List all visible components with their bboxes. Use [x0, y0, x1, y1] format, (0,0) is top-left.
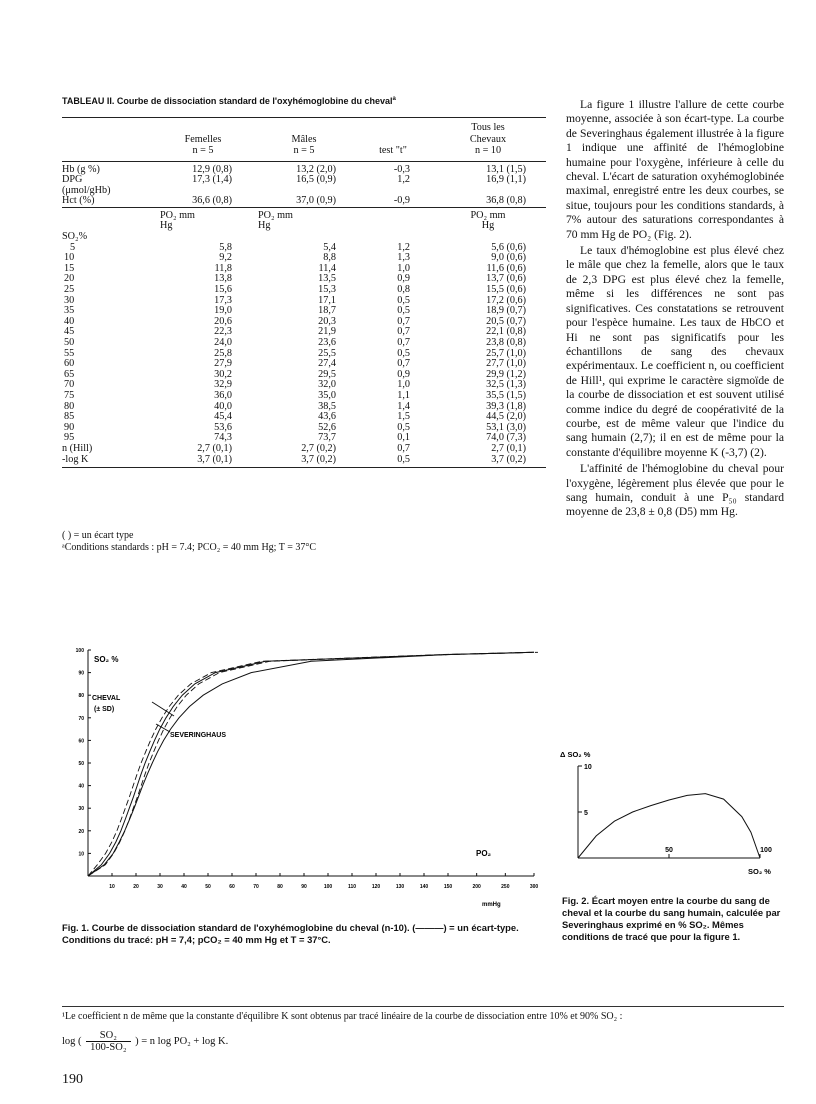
body-text [566, 98, 784, 522]
so2-value: 55 [64, 347, 75, 359]
x-tick-label: 300 [529, 884, 539, 890]
cell-tous: 11,6 (0,6) [486, 262, 526, 274]
cell-femelles: 27,9 [214, 358, 232, 370]
so2-value: 25 [64, 284, 75, 296]
formula: log ( $\frac{\text{SO₂}}{\text{100-SO₂}}$ ) = n log PO₂ + log K. [62, 1030, 229, 1053]
table-row [62, 306, 546, 317]
y-tick-label: 10 [584, 764, 592, 771]
cell-males: 17,1 [318, 294, 336, 306]
x-tick-label: 130 [395, 884, 405, 890]
x-axis-title: PO₂ [476, 849, 492, 858]
x-tick-label: 50 [205, 884, 211, 890]
cell-femelles: 15,6 [214, 284, 232, 296]
cell-test: 0,9 [397, 368, 410, 380]
cell-tous: 23,8 (0,8) [486, 337, 526, 348]
x-tick-label: 70 [253, 884, 259, 890]
cell-femelles: 45,4 [214, 411, 232, 423]
y-tick-label: 10 [78, 851, 84, 858]
so2-value: 45 [64, 326, 75, 338]
table-row [62, 196, 546, 207]
y-tick-label: 80 [78, 693, 84, 700]
cell-males: 73,7 [318, 432, 336, 444]
cell-test: 1,2 [397, 174, 410, 186]
cell-males: 16,5 (0,9) [296, 174, 336, 186]
cell-tous: 29,9 (1,2) [486, 368, 526, 380]
cell-femelles: 17,3 (1,4) [192, 174, 232, 186]
x-tick-label: 110 [347, 884, 357, 890]
cell-femelles: 30,2 [214, 368, 232, 380]
cell-test: 0,1 [397, 432, 410, 444]
table-row [62, 285, 546, 296]
cell-test: 0,9 [397, 273, 410, 285]
cell-test: 0,7 [397, 442, 410, 454]
cell-tous: 53,1 (3,0) [486, 421, 526, 433]
cell-tous: 17,2 (0,6) [486, 294, 526, 306]
x-tick-label: 30 [157, 884, 163, 890]
cell-tous: 44,5 (2,0) [486, 411, 526, 423]
cell-test: 0,5 [397, 305, 410, 317]
cell-tous: 18,9 (0,7) [486, 305, 526, 317]
x-axis-title: SO₂ % [748, 867, 771, 876]
cell-test: 0,8 [397, 284, 410, 296]
cell-femelles: 9,2 [219, 252, 232, 264]
table-row [62, 412, 546, 423]
cell-test: 0,7 [397, 315, 410, 327]
row-label: Hb (g %) [62, 161, 154, 175]
cell-test: 0,7 [397, 337, 410, 348]
cell-tous: 27,7 (1,0) [486, 358, 526, 370]
po2-unit-m: PO₂ mm Hg [252, 207, 356, 232]
table-row [62, 253, 546, 264]
cell-test: 0,7 [397, 358, 410, 370]
cell-tous: 2,7 (0,1) [491, 442, 526, 454]
cell-femelles: 32,9 [214, 379, 232, 391]
cell-males: 37,0 (0,9) [296, 195, 336, 207]
cell-males: 25,5 [318, 347, 336, 359]
x-tick-label: 60 [229, 884, 235, 890]
cell-test: 1,4 [397, 400, 410, 412]
table-row [62, 391, 546, 402]
cell-femelles: 20,6 [214, 315, 232, 327]
fig1-caption: Fig. 1. Courbe de dissociation standard de l'oxyhémoglobine du cheval (n-10). (———) = un écart-type. Conditions du tracé: pH = 7,4; pCO₂ = 40 mm Hg et T = 37°C. [62, 922, 519, 945]
empty-cell [430, 232, 546, 243]
x-tick-label: 250 [501, 884, 510, 890]
so2-value: 15 [64, 262, 75, 274]
so2-value: 90 [64, 421, 75, 433]
table-row [62, 327, 546, 338]
table-row [62, 444, 546, 455]
cell-males: 3,7 (0,2) [252, 455, 356, 468]
table-row [62, 380, 546, 391]
cell-males: 32,0 [318, 379, 336, 391]
series-severinghaus [88, 652, 534, 876]
x-tick-label: 50 [665, 847, 673, 854]
x-tick-label: 100 [323, 884, 333, 890]
y-axis-title: Δ SO₂ % [560, 750, 591, 759]
so2-value: 40 [64, 315, 75, 327]
cell-femelles: 40,0 [214, 400, 232, 412]
fig2-caption: Fig. 2. Écart moyen entre la courbe du sang de cheval et la courbe du sang humain, calculée par Severinghaus exprimé en % SO₂. Mêmes conditions de tracé que pour la figure 1. [562, 895, 781, 942]
x-tick-label: 150 [443, 884, 453, 890]
paragraph-2: Le taux d'hémoglobine est plus élevé chez le mâle que chez la femelle, alors que le taux de 2,3 DPG est plus élevé chez la femelle, même si les différences ne sont pas significatives. Ces constatations se retrouvent pour l'espèce humaine. Les taux de HbCO et Hi ne sont pas significatifs pour les échantillons de sang des chevaux expérimentaux. Le coefficient n, ou coefficient de Hill¹, qui exprime le caractère sigmoïde de la courbe de dissociation et est souvent utilisé comme indice du degré de coopérativité de la courbe, est de même valeur que l'indice du sang humain (2,7); il en est de même pour la constante d'équilibre moyenne K (-3,7) (2). [566, 244, 784, 459]
cell-test: 0,5 [397, 294, 410, 306]
y-tick-label: 30 [78, 806, 84, 813]
cell-tous: 74,0 (7,3) [486, 432, 526, 444]
series-cheval-minus-sd [88, 652, 530, 876]
cell-males: 18,7 [318, 305, 336, 317]
cell-males: 21,9 [318, 326, 336, 338]
table-footnotes [62, 530, 316, 554]
cell-males: 5,4 [323, 241, 336, 253]
cell-males: 11,4 [318, 262, 336, 274]
cell-tous: 3,7 (0,2) [430, 455, 546, 468]
x-tick-label: 200 [472, 884, 481, 890]
y-tick-label: 20 [78, 828, 84, 835]
cell-test: 0,5 [397, 421, 410, 433]
x-axis-unit: mmHg [482, 902, 501, 908]
table-row [62, 349, 546, 360]
empty-cell [252, 232, 356, 243]
cell-test: 0,5 [356, 455, 430, 468]
so2-value: 60 [64, 358, 75, 370]
po2-unit-row [62, 207, 546, 232]
cell-test: 1,0 [397, 379, 410, 391]
so2-value: 10 [64, 252, 75, 264]
so2-value: 5 [70, 241, 76, 253]
paragraph-3: L'affinité de l'hémoglobine du cheval pour l'oxygène, légèrement plus élevée que pour le sang humain, conduit à une P₅₀ standard moyenne de 23,8 ± 0,8 (D5) mm Hg. [566, 462, 784, 519]
cell-femelles: 25,8 [214, 347, 232, 359]
cell-tous: 5,6 (0,6) [491, 241, 526, 253]
table-row [62, 175, 546, 186]
so2-value: 30 [64, 294, 75, 306]
so2-value: 95 [64, 432, 75, 444]
cell-test: 1,1 [397, 389, 410, 401]
y-tick-label: 60 [78, 738, 84, 745]
row-label: DPG [62, 174, 83, 186]
so2-value: 50 [64, 337, 75, 348]
cell-tous: 13,7 (0,6) [486, 273, 526, 285]
x-tick-label: 80 [277, 884, 283, 890]
table-row [62, 402, 546, 413]
cell-males: 52,6 [318, 421, 336, 433]
cell-males: 23,6 [318, 337, 336, 348]
cell-femelles: 13,8 [214, 273, 232, 285]
row-label: (μmol/gHb) [62, 184, 111, 196]
cell-males: 20,3 [318, 315, 336, 327]
table-row [62, 317, 546, 328]
cell-males: 13,2 (2,0) [252, 161, 356, 175]
cell-males: 43,6 [318, 411, 336, 423]
table-note-2: ᵃConditions standards : pH = 7.4; PCO₂ = 40 mm Hg; T = 37°C [62, 542, 317, 553]
cell-femelles: 36,6 (0,8) [192, 195, 232, 207]
cell-test: 1,5 [397, 411, 410, 423]
cell-males: 8,8 [323, 252, 336, 264]
footnote-rule [62, 1006, 784, 1007]
blood-rows [62, 161, 546, 207]
so2-rows [62, 232, 546, 468]
table-row [62, 296, 546, 307]
cell-femelles: 53,6 [214, 421, 232, 433]
so2-value: 65 [64, 368, 75, 380]
label-severinghaus: SEVERINGHAUS [170, 732, 227, 739]
cell-femelles: 3,7 (0,1) [154, 455, 252, 468]
x-tick-label: 10 [109, 884, 115, 890]
cell-males: 15,3 [318, 284, 336, 296]
table-row [62, 359, 546, 370]
cell-males: 2,7 (0,2) [301, 442, 336, 454]
header-males: Mâles n = 5 [291, 133, 317, 156]
series-cheval [88, 652, 534, 876]
cell-tous: 16,9 (1,1) [486, 174, 526, 186]
empty-cell [356, 232, 430, 243]
cell-test: -0,9 [393, 195, 410, 207]
cell-males: 27,4 [318, 358, 336, 370]
so2-label-row [62, 232, 546, 243]
table-row [62, 161, 546, 175]
cell-femelles: 22,3 [214, 326, 232, 338]
x-tick-label: 40 [181, 884, 187, 890]
y-tick-label: 50 [78, 761, 84, 767]
header-tous: Tous les Chevaux n = 10 [469, 122, 507, 156]
x-tick-label: 90 [301, 884, 307, 890]
po2-unit-f: PO₂ mm Hg [154, 207, 252, 232]
cell-femelles: 74,3 [214, 432, 232, 444]
cell-femelles: 12,9 (0,8) [154, 161, 252, 175]
x-tick-label: 140 [419, 884, 429, 890]
formula-numerator: SO₂ [86, 1030, 130, 1042]
table-header-row [62, 122, 546, 161]
cell-test: -0,3 [356, 161, 430, 175]
y-tick-label: 40 [78, 783, 84, 790]
cell-males: 13,5 [318, 273, 336, 285]
x-tick-label: 20 [133, 884, 139, 890]
cell-femelles: 2,7 (0,1) [197, 442, 232, 454]
cell-tous: 39,3 (1,8) [486, 400, 526, 412]
x-tick-label: 120 [371, 884, 381, 890]
label-sd: (± SD) [94, 706, 115, 713]
figure-2 [560, 740, 790, 885]
cell-tous: 13,1 (1,5) [430, 161, 546, 175]
formula-denominator: 100-SO₂ [90, 1042, 127, 1053]
fig1-chart [62, 640, 552, 910]
series-cheval-plus-sd [88, 652, 538, 876]
cell-tous: 15,5 (0,6) [486, 284, 526, 296]
cell-femelles: 36,0 [214, 389, 232, 401]
y-tick-label: 90 [78, 670, 84, 677]
cell-males: 29,5 [318, 368, 336, 380]
cell-tous: 22,1 (0,8) [486, 326, 526, 338]
so2-value: 35 [64, 305, 75, 317]
paragraph-1: La figure 1 illustre l'allure de cette courbe moyenne, associée à son écart-type. La courbe de Severinghaus également illustrée à la figure 1 indique une affinité de l'hémoglobine humaine pour l'oxygène, inférieure à celle du cheval. L'écart de saturation oxyhémoglobinée maximal, enregistré entre les deux courbes, se situe, toujours pour les conditions standards, à 7% autour des saturations correspondantes à 70 mm Hg de PO₂ (Fig. 2). [566, 98, 784, 241]
table-row [62, 370, 546, 381]
table-row [62, 455, 546, 468]
header-femelles: Femelles n = 5 [184, 133, 222, 156]
so2-value: 70 [64, 379, 75, 391]
empty-cell [154, 232, 252, 243]
header-test: test "t" [379, 145, 407, 156]
cell-test [356, 186, 430, 197]
y-tick-label: 70 [78, 715, 84, 722]
table-row [62, 423, 546, 434]
y-tick-label: 5 [584, 810, 588, 817]
page-number: 190 [62, 1072, 83, 1087]
y-axis-title: SO₂ % [94, 655, 119, 664]
table-row [62, 243, 546, 254]
po2-unit-a: PO₂ mm Hg [430, 207, 546, 232]
table-top-rule [62, 117, 546, 118]
y-tick-label: 100 [75, 648, 84, 654]
cell-males: 35,0 [318, 389, 336, 401]
cell-test: 0,5 [397, 347, 410, 359]
cell-femelles: 19,0 [214, 305, 232, 317]
cell-tous: 9,0 (0,6) [491, 252, 526, 264]
footnote: ¹Le coefficient n de même que la constante d'équilibre K sont obtenus par tracé linéaire de la courbe de dissociation entre 10% et 90% SO₂ : [62, 1011, 623, 1022]
so2-value: 85 [64, 411, 75, 423]
so2-value: 20 [64, 273, 75, 285]
cell-femelles: 24,0 [214, 337, 232, 348]
row-label: Hct (%) [62, 195, 95, 207]
cell-males: 38,5 [318, 400, 336, 412]
cell-femelles: 5,8 [219, 241, 232, 253]
cell-femelles: 17,3 [214, 294, 232, 306]
figure-1 [62, 640, 552, 915]
label-cheval: CHEVAL [92, 695, 121, 702]
cell-tous: 25,7 (1,0) [486, 347, 526, 359]
so2-label: SO₂% [62, 231, 88, 243]
table-row [62, 274, 546, 285]
table-title: TABLEAU II. Courbe de dissociation standard de l'oxyhémoglobine du cheval$^a$ [62, 96, 396, 106]
table-note-1: ( ) = un écart type [62, 530, 134, 541]
cell-test: 0,7 [397, 326, 410, 338]
table-row [62, 338, 546, 349]
so2-value: -log K [62, 455, 154, 468]
fig2-chart [560, 740, 790, 880]
table-row [62, 264, 546, 275]
x-tick-label: 100 [760, 847, 772, 854]
so2-value: n (Hill) [62, 442, 93, 454]
cell-tous: 35,5 (1,5) [486, 389, 526, 401]
cell-tous: 36,8 (0,8) [486, 195, 526, 207]
data-table [62, 122, 546, 468]
so2-value: 75 [64, 389, 75, 401]
cell-test: 1,0 [397, 262, 410, 274]
cell-tous: 32,5 (1,3) [486, 379, 526, 391]
cell-test: 1,3 [397, 252, 410, 264]
cell-tous: 20,5 (0,7) [486, 315, 526, 327]
cell-test: 1,2 [397, 241, 410, 253]
so2-value: 80 [64, 400, 75, 412]
cell-femelles: 11,8 [214, 262, 232, 274]
